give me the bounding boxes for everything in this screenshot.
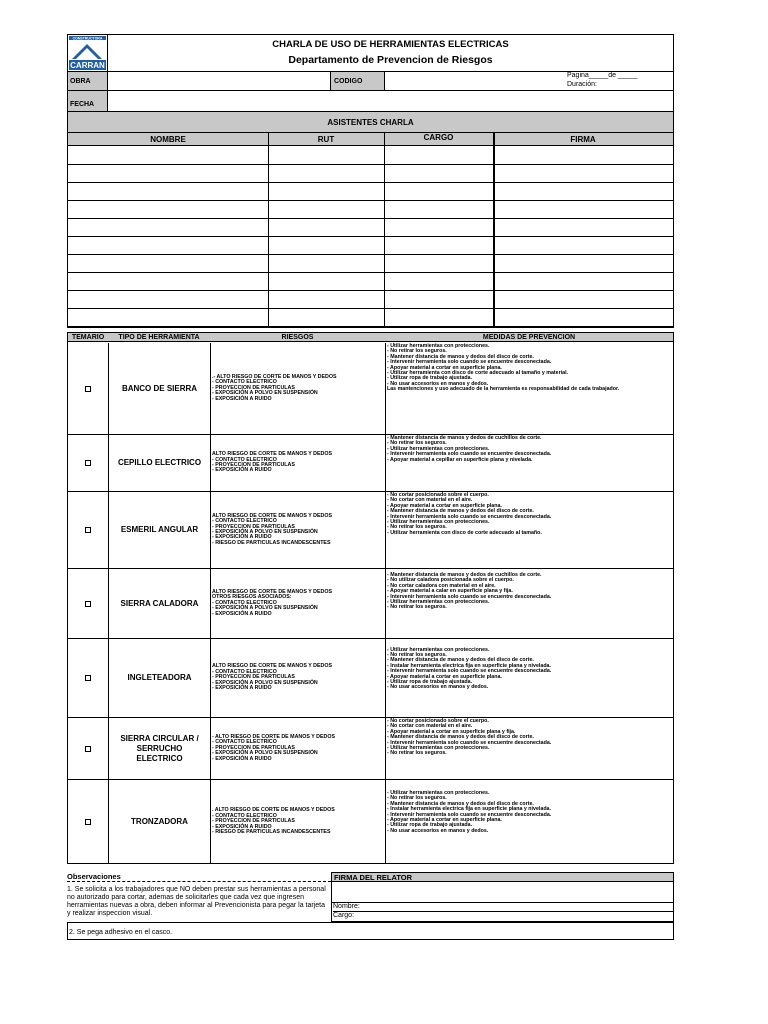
attendees-table — [67, 132, 674, 328]
attendee-row[interactable] — [68, 309, 673, 327]
observaciones-label: Observaciones — [67, 872, 331, 882]
tool-risks: - ALTO RIESGO DE CORTE DE MANOS Y DEDOS - CONTACTO ELECTRICO - PROYECCION DE PARTICULAS - EXPOSICIÓN A POLVO EN SUSPENSIÓN - EXPOSICIÓN A RUIDO — [210, 718, 385, 779]
temario-cell — [68, 718, 108, 779]
temario-cell — [68, 569, 108, 638]
firma-relator-field[interactable] — [332, 882, 673, 903]
tool-risks: ALTO RIESGO DE CORTE DE MANOS Y DEDOS - CONTACTO ELECTRICO - PROYECCION DE PARTICULAS - EXPOSICIÓN A RUIDO — [210, 435, 385, 491]
cargo-label: Cargo: — [333, 912, 355, 919]
fecha-field[interactable] — [107, 91, 673, 111]
tool-measures: - No cortar posicionado sobre el cuerpo. - No cortar con material en el aire. - Apoyar material a cortar en superficie plana. - Mantener distancia de manos y dedos del disco de corte. - Intervenir herramienta solo cuando se encuentre desconectada. - Utilizar herramientas con protecciones. - No retirar los seguros. - Utilizar herramienta con disco de corte adecuado al tamaño. — [385, 492, 673, 568]
obra-row — [67, 71, 674, 91]
temario-cell — [68, 435, 108, 491]
tools-header — [68, 333, 673, 342]
attendee-rows — [68, 147, 673, 327]
codigo-field[interactable] — [384, 72, 673, 90]
col-riesgos: RIESGOS — [281, 334, 314, 341]
temario-checkbox[interactable] — [85, 746, 91, 752]
tool-measures: - Utilizar herramientas con protecciones. - No retirar los seguros. - Mantener distancia de manos y dedos del disco de corte. - Intervenir herramienta solo cuando se encuentre desconectada. - Apoyar material a cortar en superficie plana. - Utilizar herramienta con disco de corte adecuado al tamaño y material. - Utilizar ropa de trabajo ajustada. - No usar accesorios en manos y dedos. Las mantenciones y uso adecuado de la herramienta es responsabilidad de cada trabajador. — [385, 343, 673, 434]
logo-icon — [68, 35, 107, 71]
page-title: CHARLA DE USO DE HERRAMIENTAS ELECTRICAS — [272, 39, 509, 50]
temario-cell — [68, 639, 108, 717]
temario-checkbox[interactable] — [85, 527, 91, 533]
attendee-row[interactable] — [68, 219, 673, 237]
tool-row — [68, 492, 673, 569]
tool-risks: .- ALTO RIESGO DE CORTE DE MANOS Y DEDOS - CONTACTO ELECTRICO - PROYECCION DE PARTICULAS - EXPOSICIÓN A POLVO EN SUSPENSIÓN - EXPOSICIÓN A RUIDO — [210, 343, 385, 434]
tool-name: SIERRA CALADORA — [108, 569, 210, 638]
col-cargo: CARGO — [423, 133, 454, 142]
svg-text:CARRAN: CARRAN — [70, 61, 105, 70]
tools-table — [67, 332, 674, 864]
temario-checkbox[interactable] — [85, 460, 91, 466]
col-temario: TEMARIO — [71, 334, 105, 341]
attendee-row[interactable] — [68, 165, 673, 183]
tool-name: INGLETEADORA — [108, 639, 210, 717]
form-header — [67, 34, 674, 72]
nombre-label: Nombre: — [333, 903, 673, 912]
attendees-header — [68, 133, 673, 146]
tool-row — [68, 718, 673, 780]
col-rut: RUT — [317, 135, 335, 144]
temario-cell — [68, 780, 108, 864]
tool-measures: - Mantener distancia de manos y dedos de cuchillos de corte. - No utilizar caladora posicionada sobre el cuerpo. - No cortar caladora con material en el aire. - Apoyar material a calar en superficie plana y fija. - Intervenir herramienta solo cuando se encuentre desconectada. - Utilizar herramientas con protecciones. - No retirar los seguros. — [385, 569, 673, 638]
tool-risks: ALTO RIESGO DE CORTE DE MANOS Y DEDOS OTROS RIESGOS ASOCIADOS: - CONTACTO ELECTRICO - EXPOSICIÓN A POLVO EN SUSPENSIÓN - EXPOSICIÓN A RUIDO — [210, 569, 385, 638]
fecha-row — [67, 90, 674, 112]
temario-checkbox[interactable] — [85, 601, 91, 607]
attendee-row[interactable] — [68, 255, 673, 273]
tool-name: TRONZADORA — [108, 780, 210, 864]
observacion-2: 2. Se pega adhesivo en el casco. — [67, 922, 674, 940]
tool-name: BANCO DE SIERRA — [108, 343, 210, 434]
relator-box — [331, 872, 674, 922]
codigo-label: CODIGO — [334, 77, 363, 85]
tool-name: CEPILLO ELECTRICO — [108, 435, 210, 491]
tool-name: SIERRA CIRCULAR / SERRUCHO ELECTRICO — [108, 718, 210, 779]
temario-cell — [68, 343, 108, 434]
firma-relator-label: FIRMA DEL RELATOR — [332, 873, 673, 882]
page-subtitle: Departamento de Prevencion de Riesgos — [288, 54, 493, 66]
pagina-label: Pagina_____de _____ — [567, 72, 638, 79]
duracion-label: Duración: — [567, 81, 597, 88]
attendee-row[interactable] — [68, 273, 673, 291]
tool-row — [68, 435, 673, 492]
tool-row — [68, 639, 673, 718]
tool-measures: - Utilizar herramientas con protecciones. - No retirar los seguros. - Mantener distancia de manos y dedos del disco de corte. - Instalar herramienta electrica fija en superficie plana y nivelada. - Intervenir herramienta solo cuando se encuentre desconectada. - Apoyar material a cortar en superficie plana. - Utilizar ropa de trabajo ajustada. - No usar accesorios en manos y dedos. — [385, 639, 673, 717]
col-nombre: NOMBRE — [150, 135, 186, 144]
attendees-title-text: ASISTENTES CHARLA — [327, 117, 414, 127]
tool-row — [68, 569, 673, 639]
attendee-row[interactable] — [68, 237, 673, 255]
observacion-1: 1. Se solicita a los trabajadores que NO deben prestar sus herramientas a personal no autorizado para cortar, ademas de solicitarles que cada vez que ingresen herramientas nuevas a obra, deben informar al Prevencionista para pegar la tarjeta y realizar inspeccion visual. — [67, 886, 326, 917]
tool-name: ESMERIL ANGULAR — [108, 492, 210, 568]
svg-text:CONSTRUCTORA: CONSTRUCTORA — [72, 36, 103, 41]
col-medidas: MEDIDAS DE PREVENCION — [482, 334, 576, 341]
attendee-row[interactable] — [68, 201, 673, 219]
temario-checkbox[interactable] — [85, 819, 91, 825]
tool-risks: . ALTO RIESGO DE CORTE DE MANOS Y DEDOS - CONTACTO ELECTRICO - PROYECCION DE PARTICULAS - EXPOSICIÓN A RUIDO - RIESGO DE PARTICULAS INCANDESCENTES — [210, 780, 385, 864]
temario-checkbox[interactable] — [85, 386, 91, 392]
tool-risks: ALTO RIESGO DE CORTE DE MANOS Y DEDOS - CONTACTO ELECTRICO - PROYECCION DE PARTICULAS - EXPOSICIÓN A POLVO EN SUSPENSIÓN - EXPOSICIÓN A RUIDO — [210, 639, 385, 717]
tool-row — [68, 343, 673, 435]
logo — [68, 35, 108, 71]
obra-label: OBRA — [70, 77, 91, 85]
tool-measures: - Utilizar herramientas con protecciones. - No retirar los seguros. - Mantener distancia de manos y dedos del disco de corte. - Instalar herramienta electrica fija en superficie plana y nivelada. - Intervenir herramienta solo cuando se encuentre desconectada. - Apoyar material a cortar en superficie plana. - Utilizar ropa de trabajo ajustada. - No usar accesorios en manos y dedos. — [385, 780, 673, 864]
col-tipo: TIPO DE HERRAMIENTA — [118, 334, 200, 341]
attendee-row[interactable] — [68, 147, 673, 165]
tool-rows — [68, 343, 673, 863]
footer — [67, 872, 674, 940]
temario-cell — [68, 492, 108, 568]
attendees-title — [67, 111, 674, 133]
fecha-label: FECHA — [70, 101, 95, 108]
tool-measures: - Mantener distancia de manos y dedos de cuchillos de corte. - No retirar los seguros. - Utilizar herramientas con protecciones. - Intervenir herramienta solo cuando se encuentre desconectada. - Apoyar material a cepillar en superficie plana y nivelada. — [385, 435, 673, 491]
obra-field[interactable] — [107, 72, 331, 90]
attendee-row[interactable] — [68, 291, 673, 309]
col-firma: FIRMA — [570, 135, 596, 144]
temario-checkbox[interactable] — [85, 675, 91, 681]
tool-measures: - No cortar posicionado sobre el cuerpo. - No cortar con material en el aire. - Apoyar material a cortar en superficie plana y fija. - Mantener distancia de manos y dedos del disco de corte. - Intervenir herramienta solo cuando se encuentre desconectada. - Utilizar herramientas con protecciones. - No retirar los seguros. — [385, 718, 673, 779]
tool-row — [68, 780, 673, 864]
attendee-row[interactable] — [68, 183, 673, 201]
tool-risks: ALTO RIESGO DE CORTE DE MANOS Y DEDOS - CONTACTO ELECTRICO - PROYECCION DE PARTICULAS - EXPOSICIÓN A POLVO EN SUSPENSIÓN - EXPOSICIÓN A RUIDO - RIESGO DE PARTICULAS INCANDESCENTES — [210, 492, 385, 568]
